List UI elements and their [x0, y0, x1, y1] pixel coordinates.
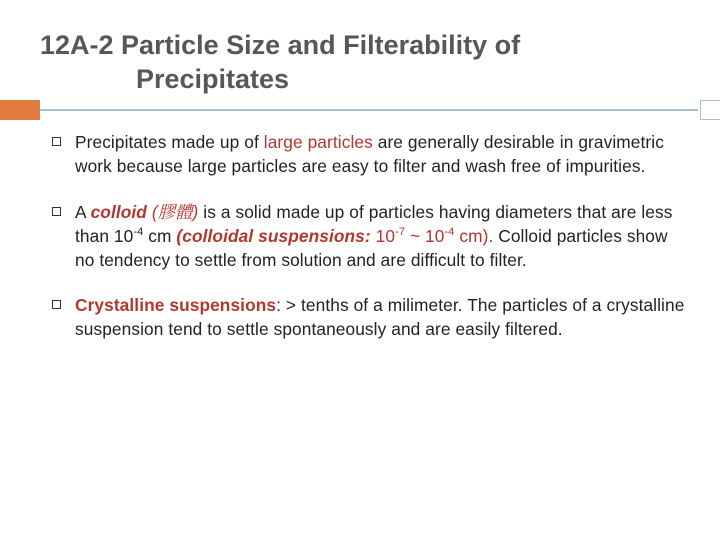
- bullet-text: A: [75, 202, 91, 222]
- bullet-text: is a solid made up of particles having diameters that are less than 10: [75, 202, 673, 246]
- title-rule-line: [40, 109, 698, 111]
- term-colloid: colloid: [90, 202, 147, 222]
- term-crystalline-suspensions: Crystalline suspensions: [75, 295, 277, 315]
- bullet-item-large-particles: [46, 130, 686, 178]
- highlight-large-particles: large particles: [263, 132, 373, 152]
- square-bullet-icon: [52, 137, 61, 146]
- slide-title-line-2: Precipitates: [136, 64, 290, 94]
- term-colloid-chinese: (膠體): [151, 202, 199, 222]
- bullet-list: [46, 130, 686, 363]
- exponent: -7: [395, 226, 406, 239]
- bullet-item-crystalline: [46, 293, 686, 341]
- square-bullet-icon: [52, 207, 61, 216]
- square-bullet-icon: [52, 300, 61, 309]
- bullet-text: Precipitates made up of: [75, 132, 264, 152]
- slide-title-line-1: 12A-2 Particle Size and Filterability of: [40, 30, 521, 60]
- title-rule-accent: [0, 100, 40, 120]
- title-rule-end-box: [700, 100, 720, 120]
- exponent: -4: [444, 226, 455, 239]
- bullet-item-colloid: [46, 200, 686, 272]
- colloid-range: 10: [370, 226, 396, 246]
- slide-title: [40, 28, 690, 96]
- bullet-text: are generally desirable in gravimetric work because large particles are easy to filter and wash free of impurities.: [75, 132, 664, 176]
- colloid-range: cm).: [454, 226, 494, 246]
- term-colloidal-suspensions: (colloidal suspensions:: [176, 226, 371, 246]
- colloid-range: ~ 10: [405, 226, 445, 246]
- bullet-text: Colloid particles show no tendency to settle from solution and are difficult to filter.: [75, 226, 668, 270]
- bullet-text: cm: [143, 226, 177, 246]
- exponent: -4: [133, 226, 144, 239]
- bullet-text: : > tenths of a milimeter. The particles of a crystalline suspension tend to settle spontaneously and are easily filtered.: [75, 295, 685, 339]
